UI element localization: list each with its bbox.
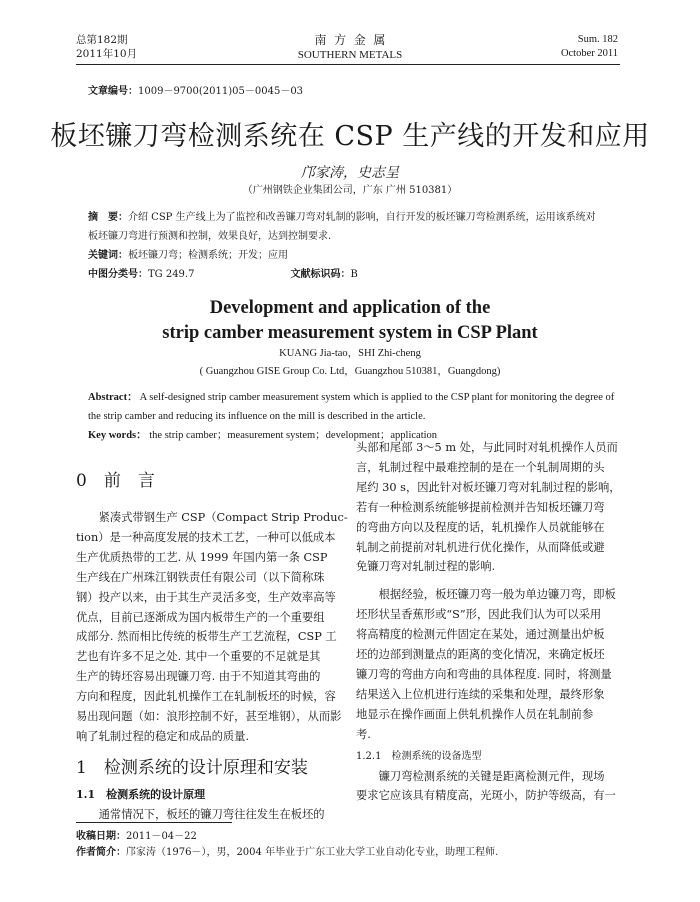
section-1-heading: 1 检测系统的设计原理和安装: [76, 757, 308, 778]
authors-en: KUANG Jia-tao，SHI Zhi-cheng: [279, 348, 421, 359]
abstract-en: Abstract： A self-designed strip camber measurement system which is applied to the CSP plant for monitoring the degree of the strip camber and reducing its influence on the mill is described in the article. Key words： the strip camber；measurement system；development；application: [88, 392, 615, 441]
footnote-rule: [76, 822, 232, 823]
right-paragraph-2: 根据经验，板坯镰刀弯一般为单边镰刀弯，即板 坯形状呈香蕉形或“S”形，因此我们认为可以采用 将高精度的检测元件固定在某处，通过测量出炉板 坯的边部到测量点的距离的变化情况，来确定板坯 镰刀弯的弯曲方向和弯曲的具体程度. 同时，将测量 结果送入上位机进行连续的采集和处理，最终形象 地显示在操作画面上供轧机操作人员在轧制前参 考.: [356, 588, 616, 741]
intro-paragraph: 紧凑式带钢生产 CSP（Compact Strip Produc- tion）是一种高度发展的技术工艺，一种可以低成本 生产优质热带的工艺. 从 1999 年国内第一条 CSP 生产线在广州珠江钢铁责任有限公司（以下简称珠 钢）投产以来，由于其生产灵活多变，生产效率高等 优点，目前已逐渐成为国内板带生产的一个重要组 成部分. 然而相比传统的板带生产工艺流程，CSP 工 艺也有许多不足之处. 其中一个重要的不足就是其 生产的铸坯容易出现镰刀弯. 由于不知道其弯曲的 方向和程度，因此轧机操作工在轧制板坯的时候，容 易出现问题（如：浪形控制不好，甚至堆钢），从而影 响了轧制过程的稳定和成品的质量.: [76, 511, 348, 743]
right-column: [356, 438, 624, 806]
right-paragraph-1: 头部和尾部 3～5 m 处，与此同时对轧机操作人员而 言，轧制过程中最难控制的是在一个轧制周期的头 尾约 30 s，因此针对板坯镰刀弯对轧制过程的影响， 若有一种检测系统能够提前检测并告知板坯镰刀弯 的弯曲方向以及程度的话，轧机操作人员就能够在 轧制之前提前对轧机进行优化操作，从而降低或避 免镰刀弯对轧制过程的影响.: [356, 441, 621, 574]
header-sum: Sum. 182: [577, 34, 618, 45]
section-1-1-heading: 1.1 检测系统的设计原理: [76, 787, 206, 801]
title-cn: 板坯镰刀弯检测系统在 CSP 生产线的开发和应用: [50, 121, 650, 152]
affiliation-en: ( Guangzhou GISE Group Co. Ltd，Guangzhou 510381，Guangdong): [199, 366, 501, 377]
affiliation-cn: （广州钢铁企业集团公司，广东 广州 510381）: [242, 185, 458, 196]
article-number: 文章编号：1009－9700(2011)05－0045－03: [88, 86, 304, 97]
abstract-cn: 摘 要：介绍 CSP 生产线上为了监控和改善镰刀弯对轧制的影响，自行开发的板坯镰刀弯检测系统，运用该系统对 板坯镰刀弯进行预测和控制，效果良好，达到控制要求. 关键词：板坯镰刀弯；检测系统；开发；应用 中图分类号：TG 249.7 文献标识码：B: [88, 212, 596, 280]
section-1-1-paragraph: 通常情况下，板坯的镰刀弯往往发生在板坯的: [98, 807, 325, 821]
title-en: Development and application of the strip camber measurement system in CSP Plant: [162, 298, 538, 343]
header-journal-cn: 南 方 金 属: [314, 33, 386, 47]
header-journal-en: SOUTHERN METALS: [297, 49, 403, 61]
section-1-2-1-heading: 1.2.1 检测系统的设备选型: [356, 750, 482, 762]
header-date: 2011年10月: [76, 48, 138, 60]
authors-cn: 邝家涛，史志呈: [301, 165, 399, 181]
footnote: 收稿日期：2011－04－22 作者简介：邝家涛（1976－），男，2004 年毕业于广东工业大学工业自动化专业，助理工程师.: [76, 831, 499, 858]
left-column: [76, 468, 348, 825]
section-0-heading: 0 前 言: [76, 471, 155, 491]
header-rule: [76, 64, 620, 65]
header-month: October 2011: [560, 48, 618, 59]
header-issue: 总第182期: [76, 34, 128, 46]
right-paragraph-3: 镰刀弯检测系统的关键是距离检测元件，现场 要求它应该具有精度高，光斑小，防护等级高，有一: [356, 769, 616, 803]
